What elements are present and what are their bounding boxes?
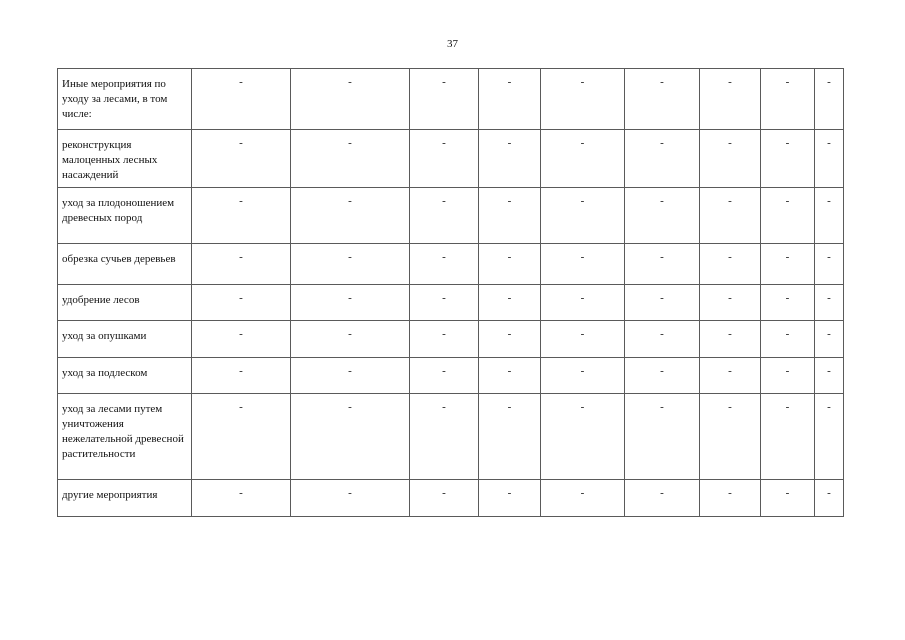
table-cell: - <box>192 244 291 285</box>
table-cell: - <box>192 358 291 394</box>
table-cell: - <box>625 244 700 285</box>
table-row <box>58 244 844 285</box>
table-row <box>58 321 844 358</box>
table-cell: - <box>761 69 815 130</box>
table-cell: - <box>192 321 291 358</box>
table-cell: - <box>541 394 625 480</box>
table-cell: - <box>761 480 815 517</box>
table-cell: - <box>815 394 844 480</box>
page-number: 37 <box>447 38 458 50</box>
table-row <box>58 130 844 188</box>
table-cell: - <box>815 188 844 244</box>
table-cell: - <box>291 188 410 244</box>
table-cell: - <box>479 480 541 517</box>
table-cell: - <box>291 244 410 285</box>
table-cell: - <box>815 358 844 394</box>
table-cell: - <box>541 321 625 358</box>
table-cell: - <box>700 358 761 394</box>
table-cell: - <box>700 321 761 358</box>
table-cell: - <box>541 358 625 394</box>
table-cell: - <box>192 285 291 321</box>
table-cell: - <box>291 321 410 358</box>
table-cell: - <box>761 130 815 188</box>
table-cell: - <box>700 130 761 188</box>
row-label: реконструкция малоценных лесных насаждений <box>58 130 192 188</box>
table-cell: - <box>291 480 410 517</box>
table-cell: - <box>541 130 625 188</box>
row-label: уход за лесами путем уничтожения нежелательной древесной растительности <box>58 394 192 480</box>
table-cell: - <box>761 358 815 394</box>
table-cell: - <box>815 321 844 358</box>
table-row <box>58 480 844 517</box>
table-cell: - <box>625 188 700 244</box>
table-cell: - <box>479 244 541 285</box>
table-cell: - <box>541 285 625 321</box>
row-label: уход за подлеском <box>58 358 192 394</box>
table-cell: - <box>700 394 761 480</box>
table-cell: - <box>700 480 761 517</box>
table-cell: - <box>479 394 541 480</box>
table-cell: - <box>815 130 844 188</box>
row-label: уход за опушками <box>58 321 192 358</box>
table-cell: - <box>761 285 815 321</box>
row-label: Иные мероприятия по уходу за лесами, в том числе: <box>58 69 192 130</box>
table-cell: - <box>815 285 844 321</box>
table-cell: - <box>625 321 700 358</box>
table-cell: - <box>700 244 761 285</box>
table-cell: - <box>625 130 700 188</box>
table-cell: - <box>761 244 815 285</box>
table-cell: - <box>192 394 291 480</box>
table-cell: - <box>625 394 700 480</box>
row-label: обрезка сучьев деревьев <box>58 244 192 285</box>
table-cell: - <box>700 69 761 130</box>
table-cell: - <box>410 358 479 394</box>
table-cell: - <box>479 321 541 358</box>
table-cell: - <box>815 480 844 517</box>
table-cell: - <box>291 285 410 321</box>
table-row <box>58 69 844 130</box>
table-cell: - <box>410 480 479 517</box>
table-cell: - <box>410 285 479 321</box>
table-row <box>58 358 844 394</box>
table-cell: - <box>410 394 479 480</box>
table-cell: - <box>479 130 541 188</box>
table-cell: - <box>192 188 291 244</box>
table-cell: - <box>625 285 700 321</box>
table-cell: - <box>700 188 761 244</box>
table-cell: - <box>479 188 541 244</box>
data-table <box>57 68 844 517</box>
table-cell: - <box>541 244 625 285</box>
table-cell: - <box>625 480 700 517</box>
table-cell: - <box>291 69 410 130</box>
table-cell: - <box>192 69 291 130</box>
table-row <box>58 394 844 480</box>
table-cell: - <box>761 321 815 358</box>
table-cell: - <box>541 69 625 130</box>
table-cell: - <box>291 394 410 480</box>
table-cell: - <box>541 188 625 244</box>
table-cell: - <box>291 358 410 394</box>
table-cell: - <box>700 285 761 321</box>
table-cell: - <box>479 69 541 130</box>
row-label: удобрение лесов <box>58 285 192 321</box>
table-cell: - <box>761 394 815 480</box>
table-cell: - <box>479 358 541 394</box>
table-cell: - <box>410 321 479 358</box>
table-cell: - <box>815 69 844 130</box>
table-cell: - <box>761 188 815 244</box>
table-row <box>58 188 844 244</box>
table-cell: - <box>625 358 700 394</box>
table-cell: - <box>192 480 291 517</box>
table-cell: - <box>410 244 479 285</box>
table-cell: - <box>410 130 479 188</box>
table-cell: - <box>291 130 410 188</box>
row-label: другие мероприятия <box>58 480 192 517</box>
row-label: уход за плодоношением древесных пород <box>58 188 192 244</box>
table-cell: - <box>410 188 479 244</box>
table-cell: - <box>410 69 479 130</box>
table-cell: - <box>541 480 625 517</box>
table-cell: - <box>479 285 541 321</box>
table-cell: - <box>625 69 700 130</box>
table-cell: - <box>192 130 291 188</box>
table-cell: - <box>815 244 844 285</box>
table-row <box>58 285 844 321</box>
